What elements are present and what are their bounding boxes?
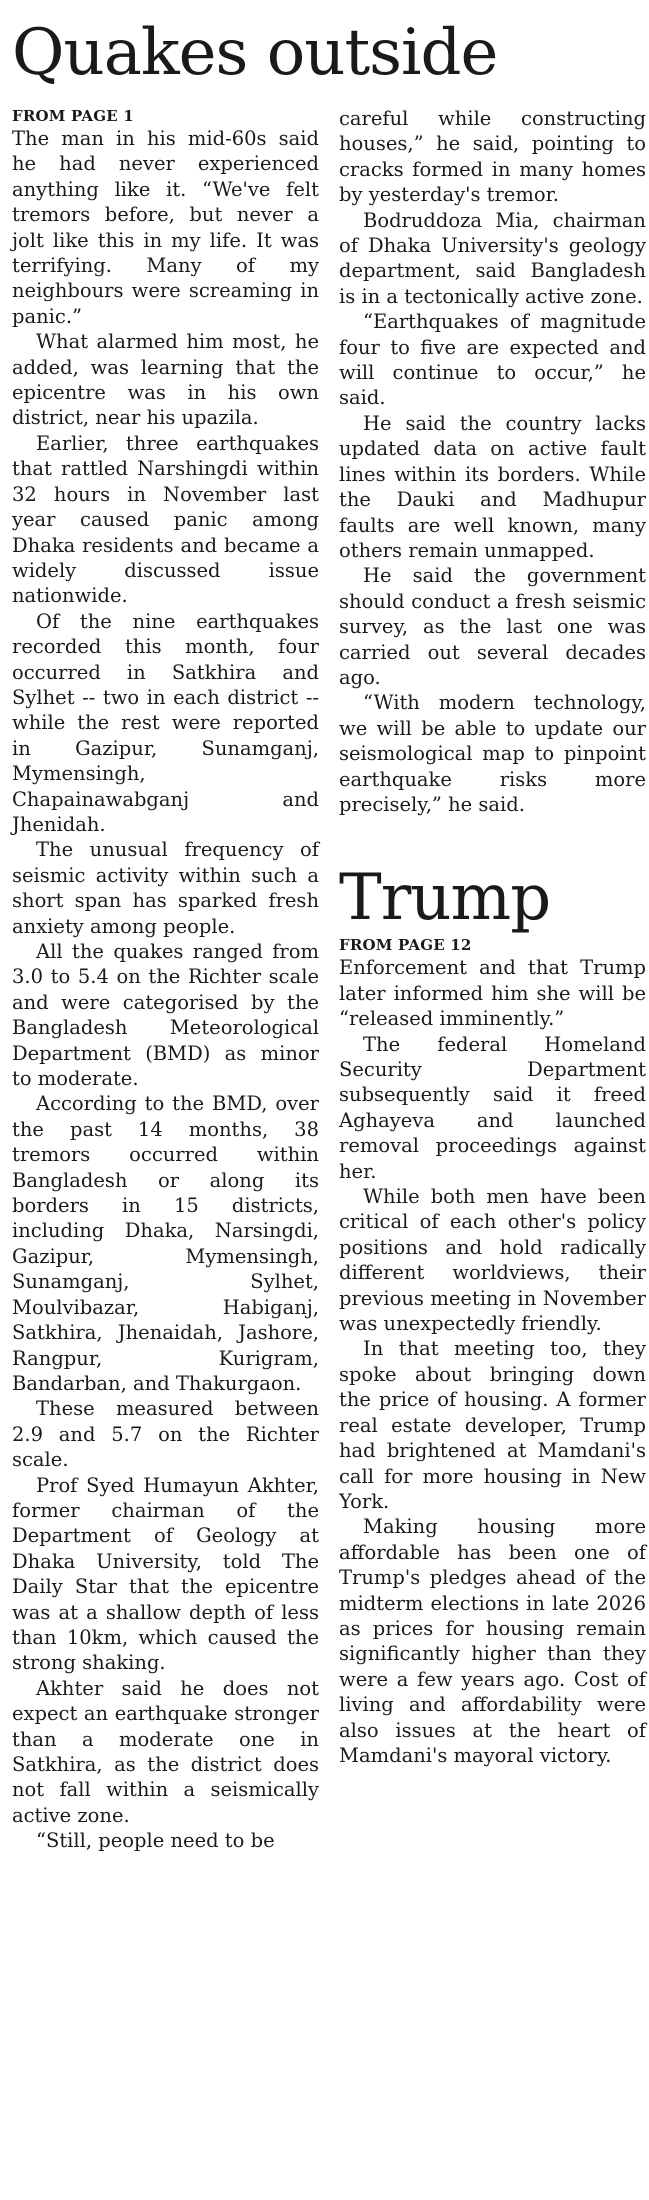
- story-headline-trump: Trump: [339, 861, 551, 936]
- story-trump: [339, 863, 646, 1768]
- story-kicker-quakes: FROM PAGE 1: [12, 107, 134, 125]
- story-headline-quakes: Quakes outside: [12, 16, 498, 90]
- paragraph: “Earthquakes of magnitude four to five are expected and will continue to occur,” he said.: [339, 310, 646, 410]
- paragraph: The federal Homeland Security Department subsequently said it freed Aghayeva and launched removal proceedings against her.: [339, 1032, 646, 1183]
- newspaper-page: [12, 0, 646, 2200]
- paragraph: All the quakes ranged from 3.0 to 5.4 on the Richter scale and were categorised by the Bangladesh Meteorological Department (BMD) as minor to moderate.: [12, 940, 319, 1091]
- paragraph: Earlier, three earthquakes that rattled Narshingdi within 32 hours in November last year caused panic among Dhaka residents and became a widely discussed issue nationwide.: [12, 431, 319, 608]
- paragraph: He said the government should conduct a fresh seismic survey, as the last one was carried out several decades ago.: [339, 564, 646, 689]
- paragraph: Bodruddoza Mia, chairman of Dhaka University's geology department, said Bangladesh is in a tectonically active zone.: [339, 208, 646, 308]
- paragraph: What alarmed him most, he added, was learning that the epicentre was in his own district, near his upazila.: [12, 330, 319, 430]
- story-column-2: [339, 106, 646, 1768]
- paragraph: These measured between 2.9 and 5.7 on the Richter scale.: [12, 1397, 319, 1472]
- paragraph: While both men have been critical of each other's policy positions and hold radically different worldviews, their previous meeting in November was unexpectedly friendly.: [339, 1185, 646, 1336]
- paragraph: The man in his mid-60s said he had never experienced anything like it. “We've felt tremors before, but never a jolt like this in my life. It was terrifying. Many of my neighbours were screaming in panic.”: [12, 127, 319, 328]
- paragraph: According to the BMD, over the past 14 months, 38 tremors occurred within Bangladesh or along its borders in 15 districts, including Dhaka, Narsingdi, Gazipur, Mymensingh, Sunamganj, Sylhet, Moulvibazar, Habiganj, Satkhira, Jhenaidah, Jashore, Rangpur, Kurigram, Bandarban, and Thakurgaon.: [12, 1092, 319, 1395]
- paragraph: Of the nine earthquakes recorded this month, four occurred in Satkhira and Sylhet -- two in each district -- while the rest were reported in Gazipur, Sunamganj, Mymensingh, Chapainawabganj and Jhenidah.: [12, 609, 319, 836]
- paragraph: Making housing more affordable has been one of Trump's pledges ahead of the midterm elections in late 2026 as prices for housing remain significantly higher than they were a few years ago. Cost of living and affordability were also issues at the heart of Mamdani's mayoral victory.: [339, 1515, 646, 1767]
- paragraph: Enforcement and that Trump later informed him she will be “released imminently.”: [339, 956, 646, 1031]
- paragraph: “With modern technology, we will be able to update our seismological map to pinpoint earthquake risks more precisely,” he said.: [339, 691, 646, 816]
- paragraph: In that meeting too, they spoke about bringing down the price of housing. A former real estate developer, Trump had brightened at Mamdani's call for more housing in New York.: [339, 1337, 646, 1513]
- paragraph: Prof Syed Humayun Akhter, former chairman of the Department of Geology at Dhaka University, told The Daily Star that the epicentre was at a shallow depth of less than 10km, which caused the strong shaking.: [12, 1473, 319, 1675]
- story-kicker-trump: FROM PAGE 12: [339, 936, 472, 955]
- story-column-1: [12, 106, 319, 1854]
- paragraph: He said the country lacks updated data on active fault lines within its borders. While the Dauki and Madhupur faults are well known, many others remain unmapped.: [339, 411, 646, 562]
- paragraph: “Still, people need to be: [36, 1829, 275, 1853]
- paragraph: Akhter said he does not expect an earthquake stronger than a moderate one in Satkhira, as the district does not fall within a seismically active zone.: [12, 1676, 319, 1827]
- paragraph: careful while constructing houses,” he said, pointing to cracks formed in many homes by yesterday's tremor.: [339, 107, 646, 207]
- paragraph: The unusual frequency of seismic activity within such a short span has sparked fresh anxiety among people.: [12, 838, 319, 938]
